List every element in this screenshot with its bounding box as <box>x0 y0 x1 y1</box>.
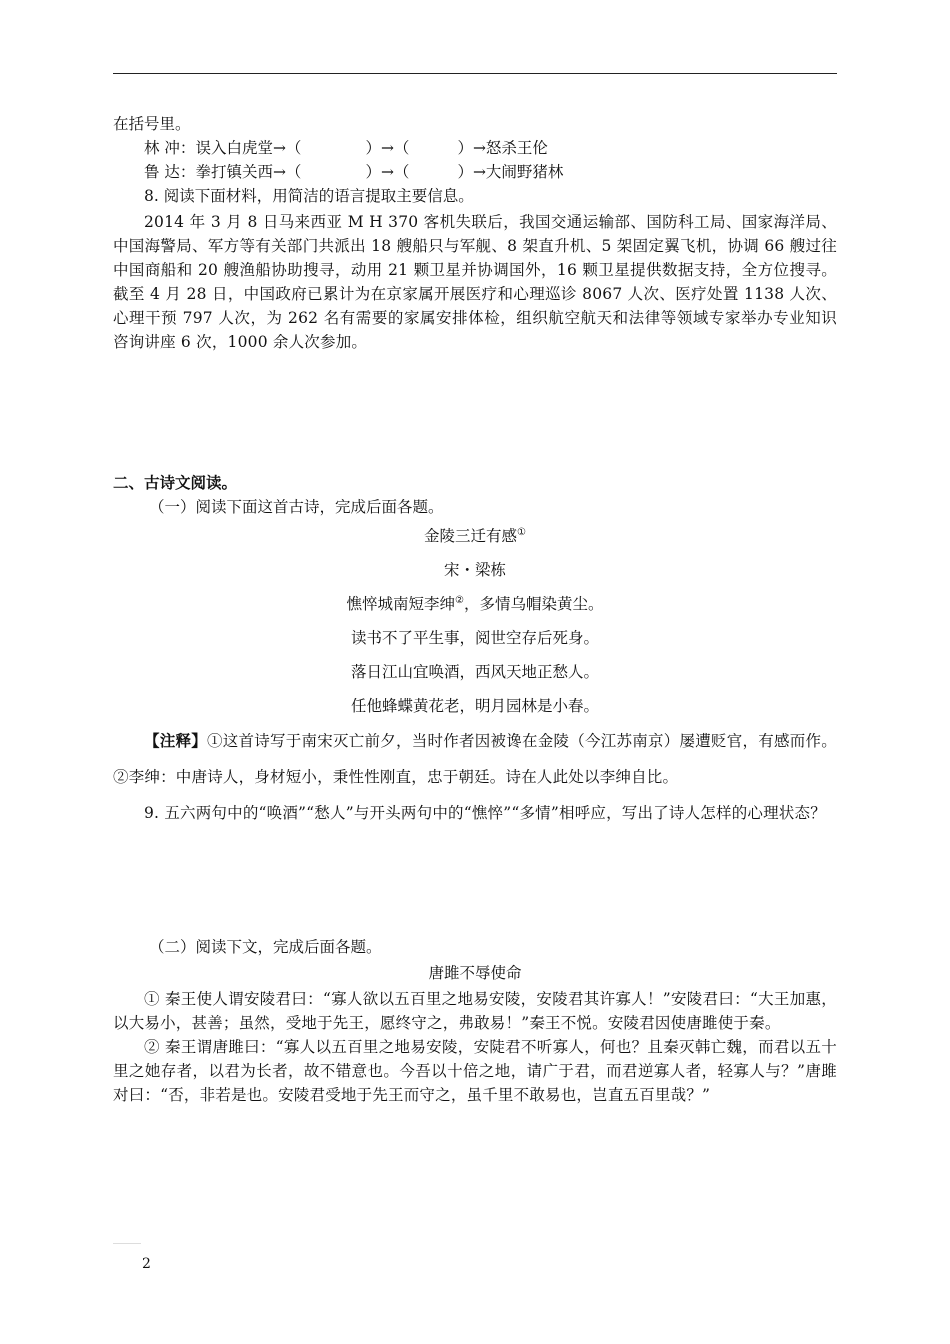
q8-passage: 2014 年 3 月 8 日马来西亚 M H 370 客机失联后，我国交通运输部、国防科工局、国家海洋局、中国海警局、军方等有关部门共派出 18 艘船只与军舰、8 架直升机、5 架固定翼飞机，协调 66 艘过往中国商船和 20 艘渔船协助搜寻，动用 21 颗卫星并协调国外，16 颗卫星提供数据支持，全方位搜寻。截至 4 月 28 日，中国政府已累计为在京家属开展医疗和心理巡诊 8067 人次、医疗处置 1138 人次、心理干预 797 人次，为 262 名有需要的家属安排体检，组织航空航天和法律等领域专家举办专业知识咨询讲座 6 次，1000 余人次参加。 <box>113 213 837 351</box>
poem-line-4: 任他蜂蝶黄花老，明月园林是小春。 <box>350 697 599 715</box>
lin-chong-mid: ）→（ <box>365 139 410 157</box>
part2-intro: （二）阅读下文，完成后面各题。 <box>149 938 382 956</box>
poem-title-note: ① <box>517 526 526 538</box>
page-number: 2 <box>142 1256 151 1272</box>
header-rule <box>113 73 837 74</box>
classical-text-title: 唐雎不辱使命 <box>428 964 522 982</box>
notes-text: ①这首诗写于南宋灭亡前夕，当时作者因被谗在金陵（今江苏南京）屡遭贬官，有感而作。②李绅：中唐诗人，身材短小，秉性性刚直，忠于朝廷。诗在人此处以李绅自比。 <box>113 732 837 786</box>
classical-para-1: ① 秦王使人谓安陵君曰：“寡人欲以五百里之地易安陵，安陵君其许寡人！”安陵君曰：“大王加惠，以大易小，甚善；虽然，受地于先王，愿终守之，弗敢易！”秦王不悦。安陵君因使唐雎使于秦。 <box>113 990 837 1032</box>
lu-da-line <box>113 160 837 184</box>
answer-space-q9 <box>113 831 837 935</box>
part1-intro: （一）阅读下面这首古诗，完成后面各题。 <box>149 498 444 516</box>
lin-chong-end: ）→怒杀王伦 <box>457 139 548 157</box>
lu-da-name: 鲁 达： <box>144 163 196 181</box>
q9-prompt: 9. 五六两句中的“唤酒”“愁人”与开头两句中的“憔悴”“多情”相呼应，写出了诗人怎样的心理状态？ <box>144 804 826 822</box>
lin-chong-line <box>113 136 837 160</box>
q8-prompt: 8. 阅读下面材料，用简洁的语言提取主要信息。 <box>144 187 474 205</box>
lin-chong-start: 误入白虎堂→（ <box>195 139 302 157</box>
page-content <box>113 112 837 1107</box>
poem-line-2: 读书不了平生事，阅世空存后死身。 <box>350 629 599 647</box>
lu-da-end: ）→大闹野猪林 <box>457 163 564 181</box>
classical-para-2: ② 秦王谓唐雎曰：“寡人以五百里之地易安陵，安陡君不听寡人，何也？且秦灭韩亡魏，而君以五十里之她存者，以君为长者，故不错意也。今吾以十倍之地，请广于君，而君逆寡人者，轻寡人与？”唐雎对曰：“否，非若是也。安陵君受地于先王而守之，虽千里不敢易也，岂直五百里哉？” <box>113 1038 837 1104</box>
notes-label: 【注释】 <box>144 731 208 750</box>
poem-notes <box>113 723 837 795</box>
footer-mark <box>113 1243 141 1244</box>
answer-space-q8 <box>113 354 837 471</box>
poem-author: 宋・梁栋 <box>443 561 506 579</box>
lu-da-mid: ）→（ <box>365 163 410 181</box>
poem-line-1b: ，多情乌帽染黄尘。 <box>463 595 604 613</box>
section2-heading: 二、古诗文阅读。 <box>113 473 238 492</box>
q7-tail: 在括号里。 <box>113 115 191 133</box>
poem-line-1a: 憔悴城南短李绅 <box>346 595 456 613</box>
poem-line-1-note: ② <box>455 594 464 606</box>
lu-da-start: 拳打镇关西→（ <box>195 163 302 181</box>
poem-title-text: 金陵三迁有感 <box>424 527 518 545</box>
lin-chong-name: 林 冲： <box>144 139 196 157</box>
poem-line-1 <box>113 587 837 621</box>
poem-line-3: 落日江山宜唤酒，西风天地正愁人。 <box>350 663 599 681</box>
poem-title <box>113 519 837 553</box>
